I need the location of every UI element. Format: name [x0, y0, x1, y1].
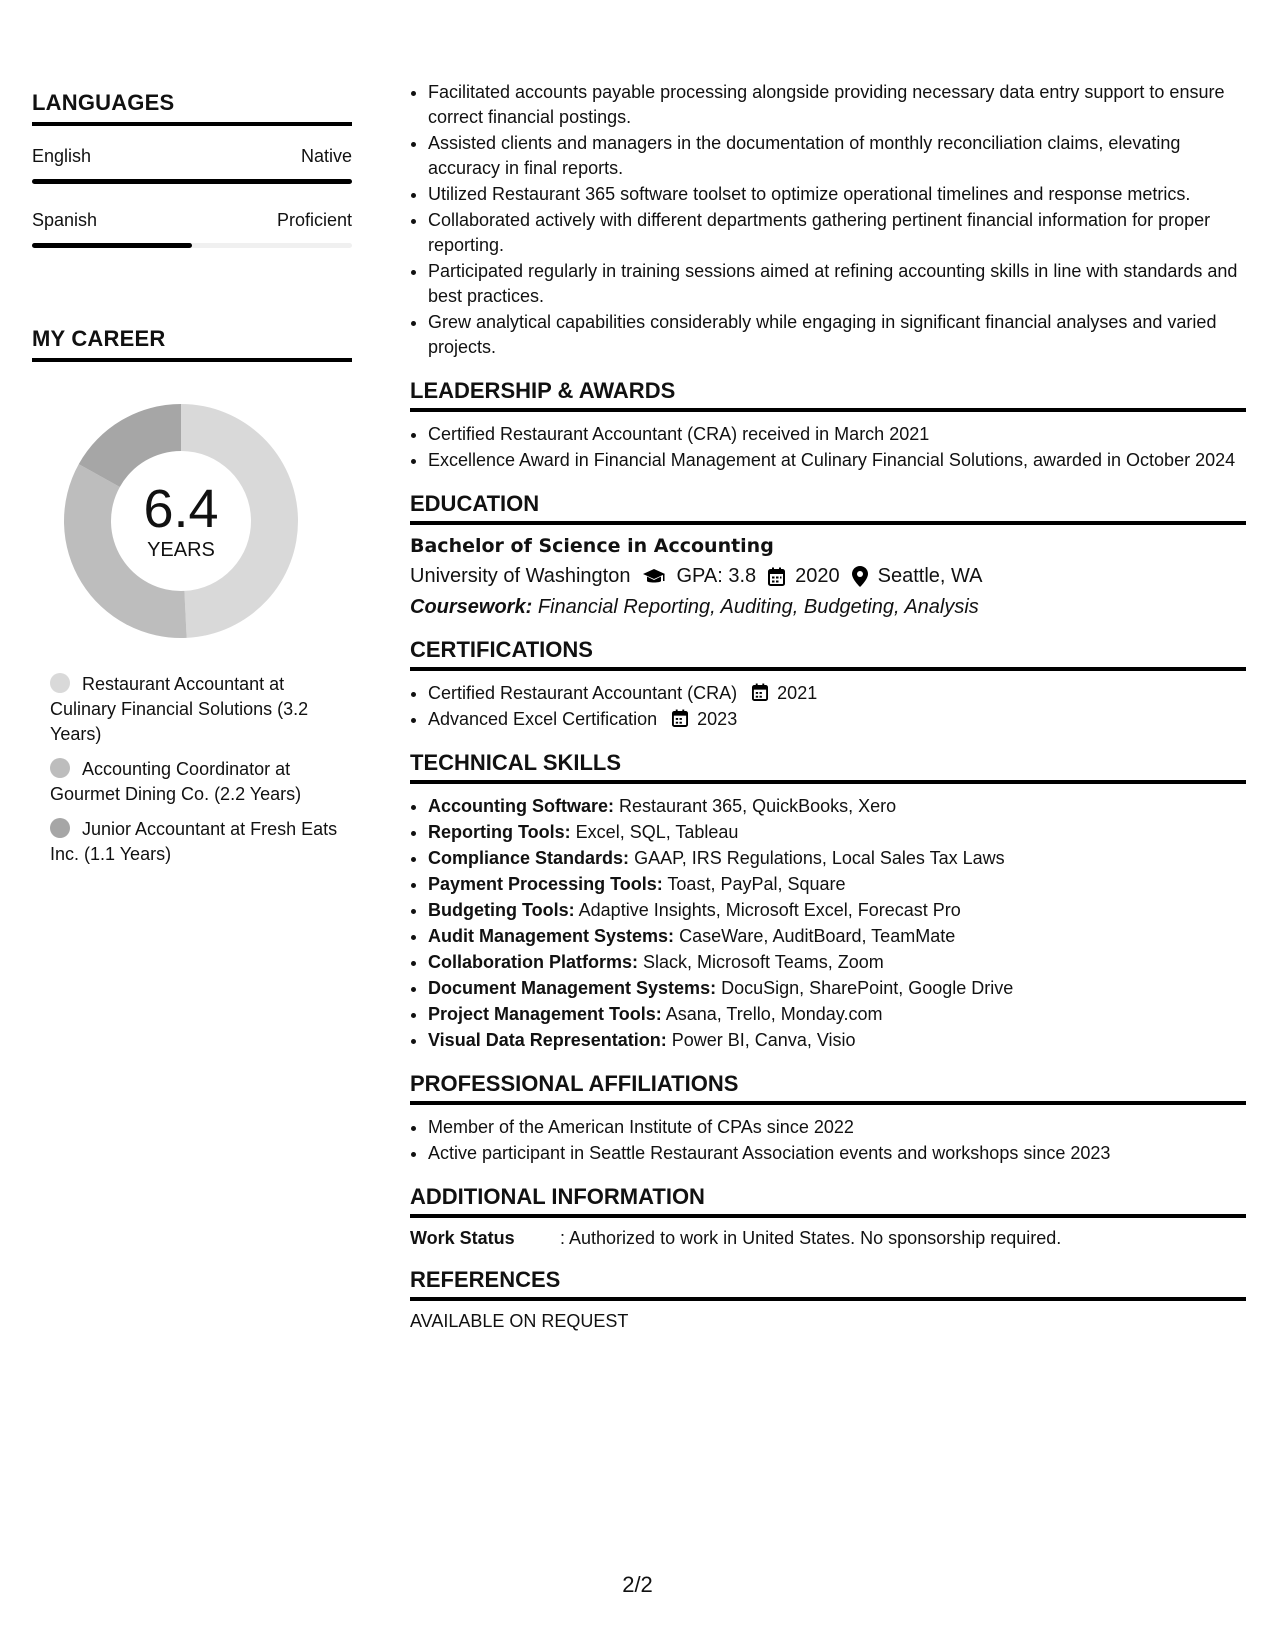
- list-item: [428, 681, 1246, 706]
- skill-category: Reporting Tools:: [428, 822, 571, 842]
- affiliations-title: PROFESSIONAL AFFILIATIONS: [410, 1071, 1246, 1105]
- right-column: [410, 80, 1246, 1332]
- skill-item: [428, 872, 1246, 897]
- certification-name: Certified Restaurant Accountant (CRA): [428, 683, 738, 703]
- list-item: • Assisted clients and managers in the documentation of monthly reconciliation claims, elevating accuracy in final reports.: [428, 131, 1246, 181]
- language-english: [32, 146, 352, 184]
- languages-title: LANGUAGES: [32, 90, 352, 126]
- language-bar: [32, 243, 352, 248]
- skill-item: [428, 794, 1246, 819]
- leadership-section: [410, 378, 1246, 473]
- donut-center: [56, 396, 306, 646]
- legend-dot: [50, 758, 70, 778]
- additional-info-title: ADDITIONAL INFORMATION: [410, 1184, 1246, 1218]
- skill-category: Collaboration Platforms:: [428, 952, 639, 972]
- coursework: [410, 596, 1246, 619]
- list-item: [428, 707, 1246, 732]
- list-item: • Facilitated accounts payable processing alongside providing necessary data entry support to ensure correct financial postings.: [428, 80, 1246, 130]
- skill-values: DocuSign, SharePoint, Google Drive: [721, 978, 1014, 998]
- calendar-icon: [672, 709, 688, 727]
- legend-label: Accounting Coordinator at Gourmet Dining Co. (2.2 Years): [50, 759, 302, 804]
- skill-category: Document Management Systems:: [428, 978, 717, 998]
- work-status-value: : Authorized to work in United States. No sponsorship required.: [560, 1228, 1062, 1248]
- skill-values: Asana, Trello, Monday.com: [665, 1004, 883, 1024]
- skill-values: Toast, PayPal, Square: [667, 874, 846, 894]
- skills-title: TECHNICAL SKILLS: [410, 750, 1246, 784]
- map-pin-icon: [852, 566, 868, 587]
- list-item: • Grew analytical capabilities considerably while engaging in significant financial analyses and varied projects.: [428, 310, 1246, 360]
- legend-item: [50, 672, 340, 747]
- language-name: English: [32, 146, 92, 166]
- legend-item: [50, 817, 340, 867]
- career-legend: [50, 672, 340, 867]
- skill-item: [428, 846, 1246, 871]
- calendar-icon: [752, 683, 768, 701]
- work-status-row: [410, 1228, 1246, 1249]
- skill-category: Budgeting Tools:: [428, 900, 575, 920]
- references-title: REFERENCES: [410, 1267, 1246, 1301]
- skill-item: [428, 924, 1246, 949]
- skill-category: Audit Management Systems:: [428, 926, 675, 946]
- language-name: Spanish: [32, 210, 98, 230]
- certification-year: 2023: [697, 709, 738, 729]
- career-title: MY CAREER: [32, 326, 352, 362]
- references-text: AVAILABLE ON REQUEST: [410, 1311, 629, 1331]
- list-item: • Excellence Award in Financial Management at Culinary Financial Solutions, awarded in October 2024: [428, 448, 1246, 473]
- list-item: • Participated regularly in training sessions aimed at refining accounting skills in line with standards and best practices.: [428, 259, 1246, 309]
- coursework-list: Financial Reporting, Auditing, Budgeting, Analysis: [537, 596, 979, 618]
- career-total-years: 6.4: [143, 478, 219, 539]
- legend-label: Restaurant Accountant at Culinary Financial Solutions (3.2 Years): [50, 674, 309, 744]
- skill-category: Project Management Tools:: [428, 1004, 662, 1024]
- affiliations-section: [410, 1071, 1246, 1166]
- skill-item: [428, 950, 1246, 975]
- list-item: • Utilized Restaurant 365 software toolset to optimize operational timelines and response metrics.: [428, 182, 1246, 207]
- education-details: [410, 565, 1246, 588]
- school-name: University of Washington: [410, 565, 631, 587]
- references-section: [410, 1267, 1246, 1332]
- certifications-section: [410, 637, 1246, 732]
- language-bar: [32, 179, 352, 184]
- skill-category: Accounting Software:: [428, 796, 615, 816]
- education-title: EDUCATION: [410, 491, 1246, 525]
- certification-name: Advanced Excel Certification: [428, 709, 658, 729]
- list-item: • Active participant in Seattle Restaurant Association events and workshops since 2023: [428, 1141, 1246, 1166]
- experience-bullets: [410, 80, 1246, 360]
- language-level: Native: [300, 146, 352, 166]
- page-number: 2/2: [622, 1572, 653, 1597]
- skill-category: Payment Processing Tools:: [428, 874, 663, 894]
- skill-values: Excel, SQL, Tableau: [575, 822, 739, 842]
- language-level: Proficient: [276, 210, 352, 230]
- language-spanish: [32, 210, 352, 248]
- certifications-title: CERTIFICATIONS: [410, 637, 1246, 671]
- language-bar-fill: [32, 243, 192, 248]
- skill-values: Adaptive Insights, Microsoft Excel, Forecast Pro: [578, 900, 961, 920]
- left-column: [32, 90, 352, 877]
- coursework-label: Coursework:: [410, 596, 533, 618]
- skill-values: Slack, Microsoft Teams, Zoom: [643, 952, 884, 972]
- calendar-icon: [768, 567, 785, 586]
- legend-dot: [50, 818, 70, 838]
- work-status-label: Work Status: [410, 1228, 515, 1248]
- career-total-unit: YEARS: [147, 538, 215, 561]
- skill-values: CaseWare, AuditBoard, TeamMate: [679, 926, 956, 946]
- skill-item: [428, 976, 1246, 1001]
- school-location: Seattle, WA: [877, 565, 983, 587]
- degree-name: Bachelor of Science in Accounting: [410, 535, 774, 557]
- leadership-title: LEADERSHIP & AWARDS: [410, 378, 1246, 412]
- list-item: • Collaborated actively with different departments gathering pertinent financial information for proper reporting.: [428, 208, 1246, 258]
- legend-label: Junior Accountant at Fresh Eats Inc. (1.1 Years): [50, 819, 338, 864]
- skill-item: [428, 1002, 1246, 1027]
- skill-item: [428, 1028, 1246, 1053]
- graduation-year: 2020: [795, 565, 840, 587]
- skill-category: Visual Data Representation:: [428, 1030, 667, 1050]
- legend-dot: [50, 673, 70, 693]
- skills-section: [410, 750, 1246, 1053]
- list-item: • Member of the American Institute of CPAs since 2022: [428, 1115, 1246, 1140]
- legend-item: [50, 757, 340, 807]
- skill-category: Compliance Standards:: [428, 848, 630, 868]
- career-donut-chart: [56, 396, 306, 646]
- education-section: [410, 491, 1246, 619]
- gpa-text: GPA: 3.8: [676, 565, 757, 587]
- career-section: [32, 326, 352, 867]
- skill-values: GAAP, IRS Regulations, Local Sales Tax Laws: [634, 848, 1005, 868]
- language-bar-fill: [32, 179, 352, 184]
- additional-info-section: [410, 1184, 1246, 1249]
- skill-item: [428, 820, 1246, 845]
- skill-values: Power BI, Canva, Visio: [671, 1030, 856, 1050]
- graduation-cap-icon: [642, 568, 666, 586]
- skill-item: [428, 898, 1246, 923]
- certification-year: 2021: [777, 683, 818, 703]
- list-item: • Certified Restaurant Accountant (CRA) received in March 2021: [428, 422, 1246, 447]
- skill-values: Restaurant 365, QuickBooks, Xero: [619, 796, 897, 816]
